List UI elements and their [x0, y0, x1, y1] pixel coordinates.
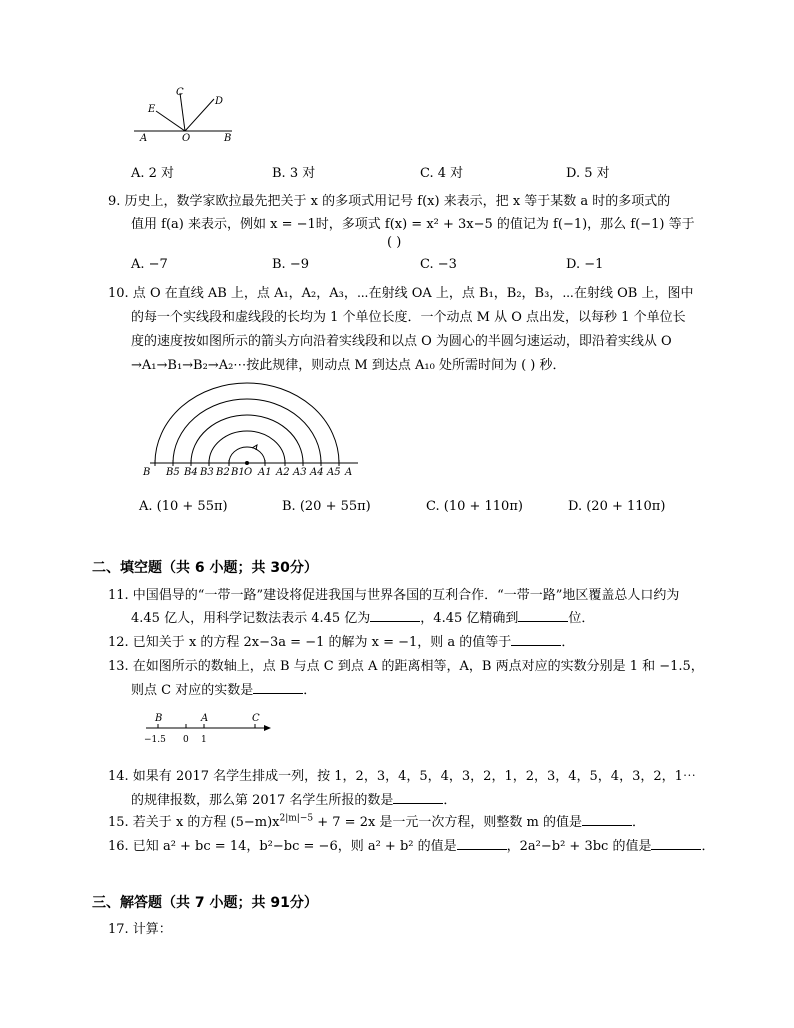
q16-blank-1[interactable]	[457, 837, 507, 850]
q13-line2	[131, 679, 316, 698]
q10-line1: 10. 点 O 在直线 AB 上，点 A₁，A₂，A₃，⋯在射线 OA 上，点 B₁，B₂，B₃，⋯在射线 OB 上，图中	[108, 286, 694, 301]
fig1-label-e: E	[148, 104, 156, 115]
fig10-label-b4: B4	[184, 467, 198, 478]
q14-blank[interactable]	[393, 791, 443, 804]
q15-line	[108, 811, 645, 830]
fig1-label-b: B	[224, 133, 232, 144]
q16-blank-2[interactable]	[651, 837, 701, 850]
fig10-label-o: O	[244, 467, 253, 478]
fig1-label-a: A	[140, 133, 148, 144]
q13-number-line	[140, 707, 280, 747]
fig10-label-a5: A5	[327, 467, 341, 478]
q11-text-c: 位．	[568, 611, 595, 626]
q13-text-b: ．	[303, 683, 317, 698]
q14-line1: 14. 如果有 2017 名学生排成一列，按 1，2，3，4，5，4，3，2，1，2，3，4，5，4，3，2，1⋯	[108, 769, 696, 784]
q10-option-d[interactable]: D. (20 + 110π)	[568, 499, 666, 514]
q9-line1: 9. 历史上，数学家欧拉最先把关于 x 的多项式用记号 f(x) 来表示，把 x 等于某数 a 时的多项式的	[108, 194, 671, 209]
fig10-label-b2: B2	[216, 467, 230, 478]
q15-exponent: 2|m|−5	[279, 813, 314, 824]
q9-answer-paren: ( )	[387, 235, 402, 250]
q14-text-a: 的规律报数，那么第 2017 名学生所报的数是	[131, 793, 394, 808]
q10-line2: 的每一个实线段和虚线段的长均为 1 个单位长度．一个动点 M 从 O 点出发，以每秒 1 个单位长	[131, 310, 686, 325]
q10-option-c[interactable]: C. (10 + 110π)	[426, 499, 523, 514]
q15-blank[interactable]	[582, 813, 632, 826]
q13-tick-0: 0	[183, 735, 189, 745]
q15-text-c: ．	[632, 815, 646, 830]
q11-blank-2[interactable]	[518, 609, 568, 622]
q9-option-c[interactable]: C. −3	[420, 257, 457, 272]
q10-line4: →A₁→B₁→B₂→A₂⋯按此规律，则动点 M 到达点 A₁₀ 处所需时间为 ( ) 秒．	[131, 358, 566, 373]
q12-text-b: ．	[561, 635, 575, 650]
fig10-label-a1: A1	[258, 467, 272, 478]
q14-line2	[131, 789, 456, 808]
q9-line2: 值用 f(a) 来表示，例如 x = −1时，多项式 f(x) = x² + 3x−5 的值记为 f(−1)，那么 f(−1) 等于	[131, 217, 695, 232]
q8-option-c[interactable]: C. 4 对	[420, 166, 464, 181]
fig10-label-a: A	[345, 467, 353, 478]
fig10-label-b5: B5	[166, 467, 180, 478]
fig10-label-b3: B3	[200, 467, 214, 478]
q8-option-a[interactable]: A. 2 对	[131, 166, 175, 181]
q13-line1: 13. 在如图所示的数轴上，点 B 与点 C 到点 A 的距离相等，A，B 两点对应的实数分别是 1 和 −1.5，	[108, 659, 704, 674]
q13-label-a: A	[201, 713, 209, 724]
q10-semicircle-figure	[140, 378, 370, 478]
q13-blank[interactable]	[253, 681, 303, 694]
q11-line2	[131, 607, 594, 626]
q15-text-b: + 7 = 2x 是一元一次方程，则整数 m 的值是	[313, 815, 583, 830]
q8-option-b[interactable]: B. 3 对	[272, 166, 316, 181]
fig10-label-b: B	[143, 467, 151, 478]
q13-label-c: C	[252, 713, 260, 724]
q12-line	[108, 631, 574, 650]
q14-text-b: ．	[443, 793, 457, 808]
q9-option-b[interactable]: B. −9	[272, 257, 309, 272]
q12-blank[interactable]	[511, 633, 561, 646]
q11-line1: 11. 中国倡导的“一带一路”建设将促进我国与世界各国的互利合作．“一带一路”地区覆盖总人口约为	[108, 588, 680, 603]
q10-line3: 度的速度按如图所示的箭头方向沿着实线段和以点 O 为圆心的半圆匀速运动，即沿着实线从 O	[131, 334, 672, 349]
q9-option-a[interactable]: A. −7	[131, 257, 168, 272]
section-3-heading: 三、解答题（共 7 小题；共 91分）	[92, 895, 318, 911]
q10-option-b[interactable]: B. (20 + 55π)	[282, 499, 371, 514]
q11-text-b: ，4.45 亿精确到	[420, 611, 519, 626]
q9-option-d[interactable]: D. −1	[566, 257, 604, 272]
fig10-label-b1: B1	[231, 467, 245, 478]
q10-option-a[interactable]: A. (10 + 55π)	[139, 499, 228, 514]
fig10-label-a2: A2	[276, 467, 290, 478]
fig1-label-d: D	[215, 96, 224, 107]
q15-text-a: 15. 若关于 x 的方程 (5−m)x	[108, 815, 280, 830]
q16-text-b: ，2a²−b² + 3bc 的值是	[506, 839, 652, 854]
q16-text-c: ．	[701, 839, 715, 854]
q16-line	[108, 835, 714, 854]
q13-tick-1: 1	[201, 735, 207, 745]
q12-text-a: 12. 已知关于 x 的方程 2x−3a = −1 的解为 x = −1，则 a 的值等于	[108, 635, 512, 650]
q13-text-a: 则点 C 对应的实数是	[131, 683, 254, 698]
q8-angle-figure	[128, 86, 248, 146]
q13-label-b: B	[155, 713, 163, 724]
section-2-heading: 二、填空题（共 6 小题；共 30分）	[92, 560, 318, 576]
q16-text-a: 16. 已知 a² + bc = 14，b²−bc = −6，则 a² + b² 的值是	[108, 839, 457, 854]
q13-tick-neg15: −1.5	[144, 735, 166, 745]
fig10-label-a4: A4	[310, 467, 324, 478]
fig10-label-a3: A3	[293, 467, 307, 478]
fig1-label-c: C	[176, 87, 184, 98]
fig1-label-o: O	[182, 133, 191, 144]
q8-option-d[interactable]: D. 5 对	[566, 166, 610, 181]
q11-text-a: 4.45 亿人，用科学记数法表示 4.45 亿为	[131, 611, 371, 626]
q17-line: 17. 计算：	[108, 922, 172, 937]
q11-blank-1[interactable]	[370, 609, 420, 622]
